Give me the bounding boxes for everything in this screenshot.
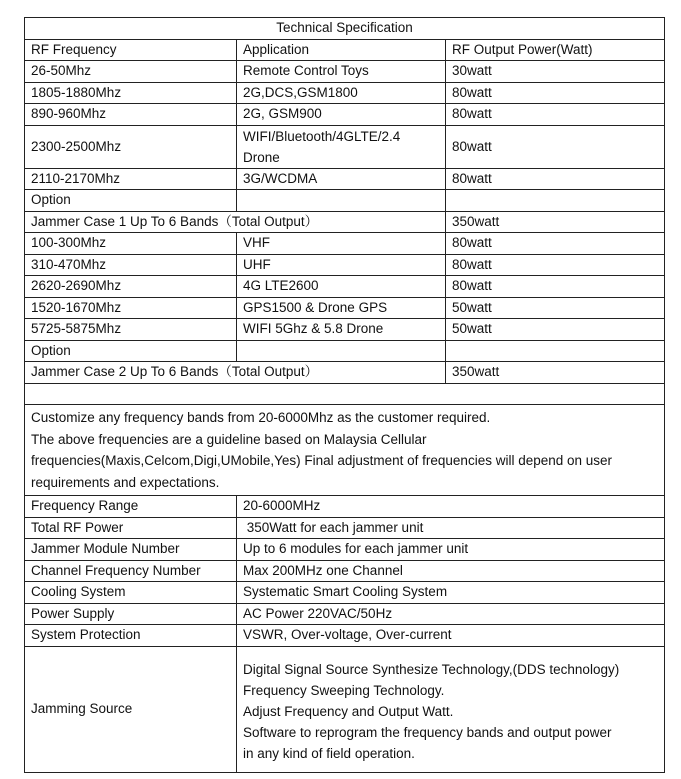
spec-row: [25, 582, 665, 604]
table-row: [25, 319, 665, 341]
customization-note: [25, 405, 665, 496]
frequency-cell: 1520-1670Mhz: [25, 297, 237, 319]
frequency-cell: 26-50Mhz: [25, 61, 237, 83]
header-application: Application: [237, 39, 446, 61]
spec-row: [25, 539, 665, 561]
header-rf-output-power: RF Output Power(Watt): [446, 39, 665, 61]
table-row: [25, 168, 665, 190]
jamming-line: Digital Signal Source Synthesize Technology,(DDS technology): [243, 661, 620, 677]
option-row: [25, 190, 665, 212]
spec-row: [25, 496, 665, 518]
spec-label: Cooling System: [25, 582, 237, 604]
frequency-cell: 2300-2500Mhz: [25, 125, 237, 168]
jamming-line: Adjust Frequency and Output Watt.: [243, 703, 454, 719]
note-line: The above frequencies are a guideline based on Malaysia Cellular frequencies(Maxis,Celcom,Digi,UMobile,Yes) Final adjustment of frequencies will depend on user requirements and expectations.: [31, 431, 613, 490]
spec-value: Up to 6 modules for each jammer unit: [237, 539, 665, 561]
spec-label: Frequency Range: [25, 496, 237, 518]
case-label: Jammer Case 2 Up To 6 Bands: [31, 364, 219, 380]
empty-cell: [237, 190, 446, 212]
jammer-case-1-row: [25, 211, 665, 233]
frequency-cell: 310-470Mhz: [25, 254, 237, 276]
total-output-label: （Total Output）: [218, 213, 319, 229]
table-row: [25, 61, 665, 83]
power-cell: 80watt: [446, 168, 665, 190]
spec-value: 350Watt for each jammer unit: [237, 517, 665, 539]
jammer-case-2-row: [25, 362, 665, 384]
spec-label: Total RF Power: [25, 517, 237, 539]
spec-row: [25, 625, 665, 647]
jammer-case-2-label: [25, 362, 446, 384]
power-cell: 80watt: [446, 233, 665, 255]
spec-value: AC Power 220VAC/50Hz: [237, 603, 665, 625]
power-cell: 80watt: [446, 276, 665, 298]
spec-label: System Protection: [25, 625, 237, 647]
power-cell: 80watt: [446, 104, 665, 126]
empty-cell: [446, 190, 665, 212]
case-label: Jammer Case 1 Up To 6 Bands: [31, 213, 219, 229]
jamming-line: Software to reprogram the frequency bands and output power: [243, 724, 612, 740]
spacer-row: [25, 383, 665, 405]
power-cell: 30watt: [446, 61, 665, 83]
table-row: [25, 254, 665, 276]
empty-cell: [446, 340, 665, 362]
frequency-cell: 1805-1880Mhz: [25, 82, 237, 104]
table-row: [25, 82, 665, 104]
application-cell: WIFI 5Ghz & 5.8 Drone: [237, 319, 446, 341]
application-cell: 2G, GSM900: [237, 104, 446, 126]
frequency-cell: 100-300Mhz: [25, 233, 237, 255]
spec-label: Channel Frequency Number: [25, 560, 237, 582]
option-label: Option: [25, 340, 237, 362]
application-cell: 2G,DCS,GSM1800: [237, 82, 446, 104]
power-cell: 50watt: [446, 297, 665, 319]
jamming-source-row: [25, 646, 665, 772]
table-title: Technical Specification: [25, 18, 665, 40]
spec-row: [25, 517, 665, 539]
frequency-cell: 5725-5875Mhz: [25, 319, 237, 341]
jamming-source-details: [237, 646, 665, 772]
table-row: [25, 125, 665, 168]
note-line: Customize any frequency bands from 20-6000Mhz as the customer required.: [31, 410, 491, 425]
spec-row: [25, 603, 665, 625]
power-cell: 50watt: [446, 319, 665, 341]
application-cell: GPS1500 & Drone GPS: [237, 297, 446, 319]
spec-value: Systematic Smart Cooling System: [237, 582, 665, 604]
jamming-line: Frequency Sweeping Technology.: [243, 682, 445, 698]
spec-value: VSWR, Over-voltage, Over-current: [237, 625, 665, 647]
jammer-case-1-power: 350watt: [446, 211, 665, 233]
table-row: [25, 276, 665, 298]
frequency-cell: 890-960Mhz: [25, 104, 237, 126]
jamming-line: in any kind of field operation.: [243, 745, 415, 761]
spec-row: [25, 560, 665, 582]
application-cell: 4G LTE2600: [237, 276, 446, 298]
option-row: [25, 340, 665, 362]
total-output-label: （Total Output）: [218, 364, 319, 380]
spec-label: Power Supply: [25, 603, 237, 625]
table-row: [25, 104, 665, 126]
power-cell: 80watt: [446, 254, 665, 276]
spec-value: 20-6000MHz: [237, 496, 665, 518]
header-rf-frequency: RF Frequency: [25, 39, 237, 61]
header-row: [25, 39, 665, 61]
technical-specification-table: [24, 17, 665, 773]
spec-value: Max 200MHz one Channel: [237, 560, 665, 582]
power-cell: 80watt: [446, 125, 665, 168]
table-row: [25, 297, 665, 319]
title-row: [25, 18, 665, 40]
frequency-cell: 2620-2690Mhz: [25, 276, 237, 298]
jammer-case-2-power: 350watt: [446, 362, 665, 384]
note-row: [25, 405, 665, 496]
jamming-source-label: Jamming Source: [25, 646, 237, 772]
application-cell: VHF: [237, 233, 446, 255]
jammer-case-1-label: [25, 211, 446, 233]
table-row: [25, 233, 665, 255]
application-cell: 3G/WCDMA: [237, 168, 446, 190]
application-cell: WIFI/Bluetooth/4GLTE/2.4 Drone: [237, 125, 446, 168]
application-cell: Remote Control Toys: [237, 61, 446, 83]
option-label: Option: [25, 190, 237, 212]
spec-label: Jammer Module Number: [25, 539, 237, 561]
application-cell: UHF: [237, 254, 446, 276]
power-cell: 80watt: [446, 82, 665, 104]
spec-sheet: [24, 17, 664, 773]
empty-cell: [25, 383, 665, 405]
frequency-cell: 2110-2170Mhz: [25, 168, 237, 190]
empty-cell: [237, 340, 446, 362]
